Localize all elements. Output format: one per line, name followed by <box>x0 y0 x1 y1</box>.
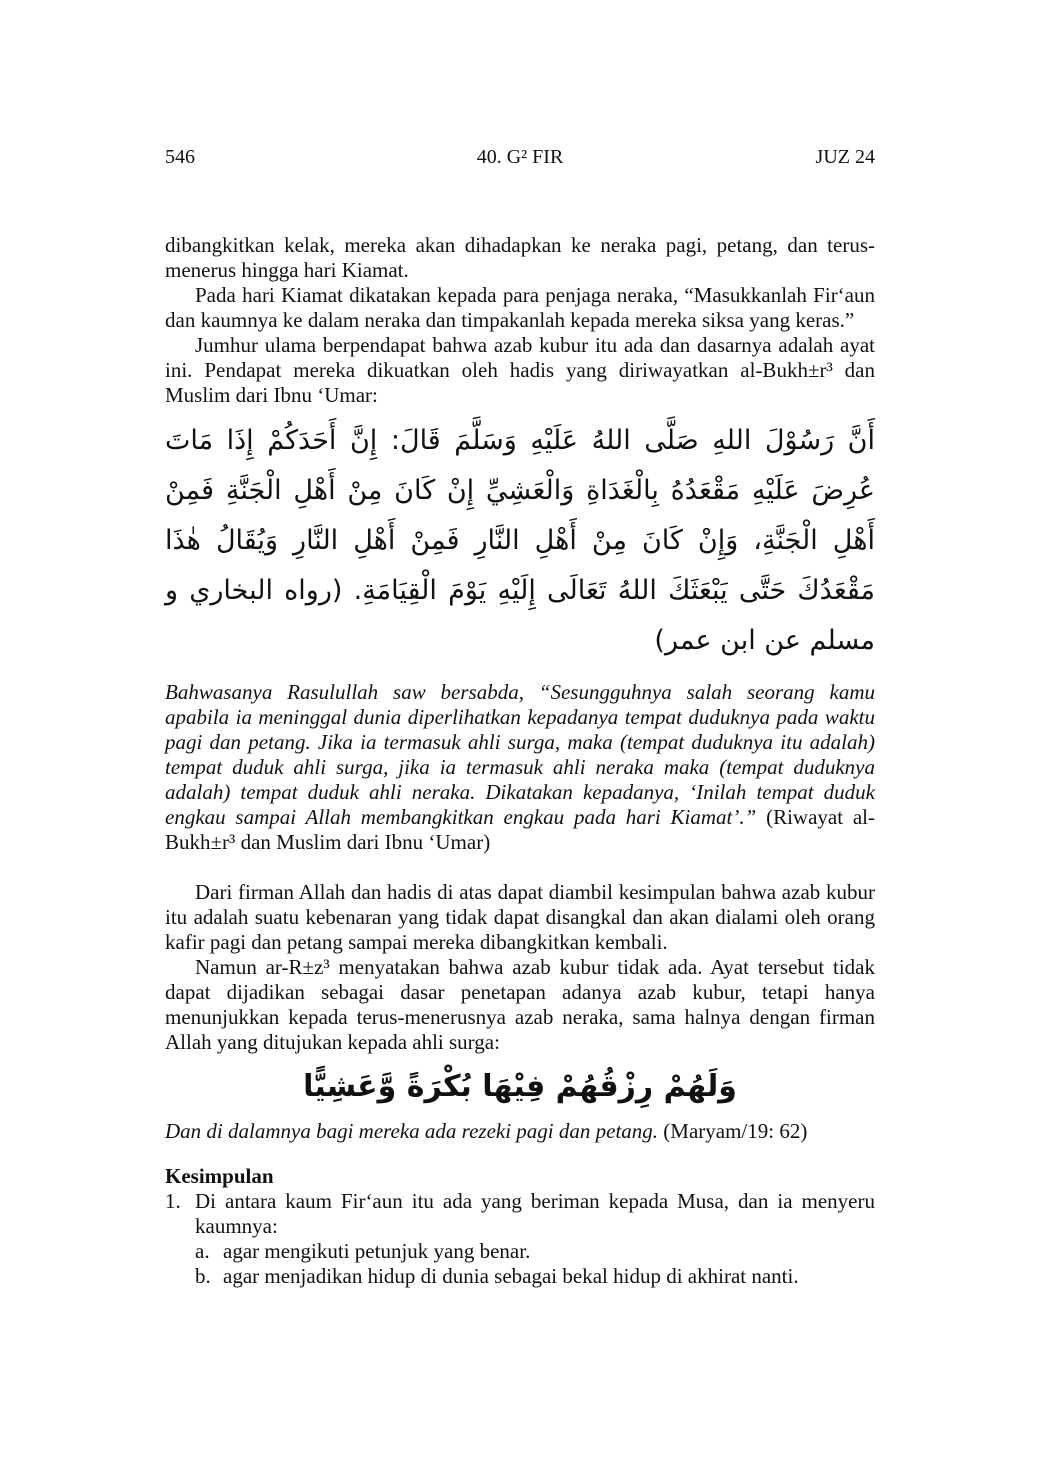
sub-item-letter: b. <box>195 1264 211 1288</box>
ayat-arabic: وَلَهُمْ رِزْقُهُمْ فِيْهَا بُكْرَةً وَّعَشِيًّا <box>303 1069 737 1104</box>
sub-item-letter: a. <box>195 1239 210 1263</box>
sub-item-text: agar menjadikan hidup di dunia sebagai bekal hidup di akhirat nanti. <box>223 1264 799 1288</box>
page-number: 546 <box>165 146 195 168</box>
paragraph-5: Namun ar-R±z³ menyatakan bahwa azab kubur tidak ada. Ayat tersebut tidak dapat dijadikan sebagai dasar penetapan adanya azab kubur, tetapi hanya menunjukkan kepada terus-menerusnya azab neraka, sama halnya dengan firman Allah yang ditujukan kepada ahli surga: <box>165 955 875 1054</box>
sub-list <box>195 1239 875 1289</box>
hadith-translation: Bahwasanya Rasulullah saw bersabda, “Sesungguhnya salah seorang kamu apabila ia meninggal dunia diperlihatkan kepadanya tempat duduknya pada waktu pagi dan petang. Jika ia termasuk ahli surga, maka (tempat duduknya itu adalah) tempat duduk ahli surga, jika ia termasuk ahli neraka maka (tempat duduknya adalah) tempat duduk ahli neraka. Dikatakan kepadanya, ‘Inilah tempat duduk engkau sampai Allah membangkitkan engkau pada hari Kiamat’.” <box>165 680 875 829</box>
spacer <box>165 855 875 880</box>
hadith-arabic: أَنَّ رَسُوْلَ اللهِ صَلَّى اللهُ عَلَيْهِ وَسَلَّمَ قَالَ: إِنَّ أَحَدَكُمْ إِذَا مَاتَ عُرِضَ عَلَيْهِ مَقْعَدُهُ بِالْغَدَاةِ وَالْعَشِيِّ إِنْ كَانَ مِنْ أَهْلِ الْجَنَّةِ فَمِنْ أَهْلِ الْجَنَّةِ، وَإِنْ كَانَ مِنْ أَهْلِ النَّارِ فَمِنْ أَهْلِ النَّارِ وَيُقَالُ هٰذَا مَقْعَدُكَ حَتَّى يَبْعَثَكَ اللهُ تَعَالَى إِلَيْهِ يَوْمَ الْقِيَامَةِ. (رواه البخاري و مسلم عن ابن عمر) <box>165 425 875 656</box>
ayat-source: (Maryam/19: 62) <box>658 1119 808 1143</box>
paragraph-4: Dari firman Allah dan hadis di atas dapat diambil kesimpulan bahwa azab kubur itu adalah suatu kebenaran yang tidak dapat disangkal dan akan dialami oleh orang kafir pagi dan petang sampai mereka dibangkitkan kembali. <box>165 880 875 954</box>
page-header <box>165 146 875 174</box>
conclusion-list <box>165 1189 875 1289</box>
item-number: 1. <box>165 1189 181 1213</box>
paragraph-1: dibangkitkan kelak, mereka akan dihadapkan ke neraka pagi, petang, dan terus-menerus hingga hari Kiamat. <box>165 233 875 282</box>
ayat-translation-block <box>165 1119 875 1144</box>
sub-list-item <box>195 1264 875 1289</box>
paragraph-2: Pada hari Kiamat dikatakan kepada para penjaga neraka, “Masukkanlah Fir‘aun dan kaumnya ke dalam neraka dan timpakanlah kepada mereka siksa yang keras.” <box>165 283 875 332</box>
sub-item-text: agar mengikuti petunjuk yang benar. <box>223 1239 531 1263</box>
surah-title: 40. G² FIR <box>476 146 564 168</box>
page-body <box>165 233 875 1289</box>
list-item <box>165 1189 875 1289</box>
item-text: Di antara kaum Fir‘aun itu ada yang beriman kepada Musa, dan ia menyeru kaumnya: <box>195 1189 875 1238</box>
conclusion-heading: Kesimpulan <box>165 1164 274 1188</box>
hadith-source: (Riwayat al-Bukh±r³ dan Muslim dari Ibnu ‘Umar) <box>165 805 876 854</box>
ayat-translation: Dan di dalamnya bagi mereka ada rezeki pagi dan petang. <box>165 1119 659 1143</box>
juz-label: JUZ 24 <box>815 146 875 168</box>
hadith-translation-block <box>165 680 875 855</box>
sub-list-item <box>195 1239 875 1264</box>
paragraph-3: Jumhur ulama berpendapat bahwa azab kubur itu ada dan dasarnya adalah ayat ini. Pendapat mereka dikuatkan oleh hadis yang diriwayatkan al-Bukh±r³ dan Muslim dari Ibnu ‘Umar: <box>165 333 875 407</box>
